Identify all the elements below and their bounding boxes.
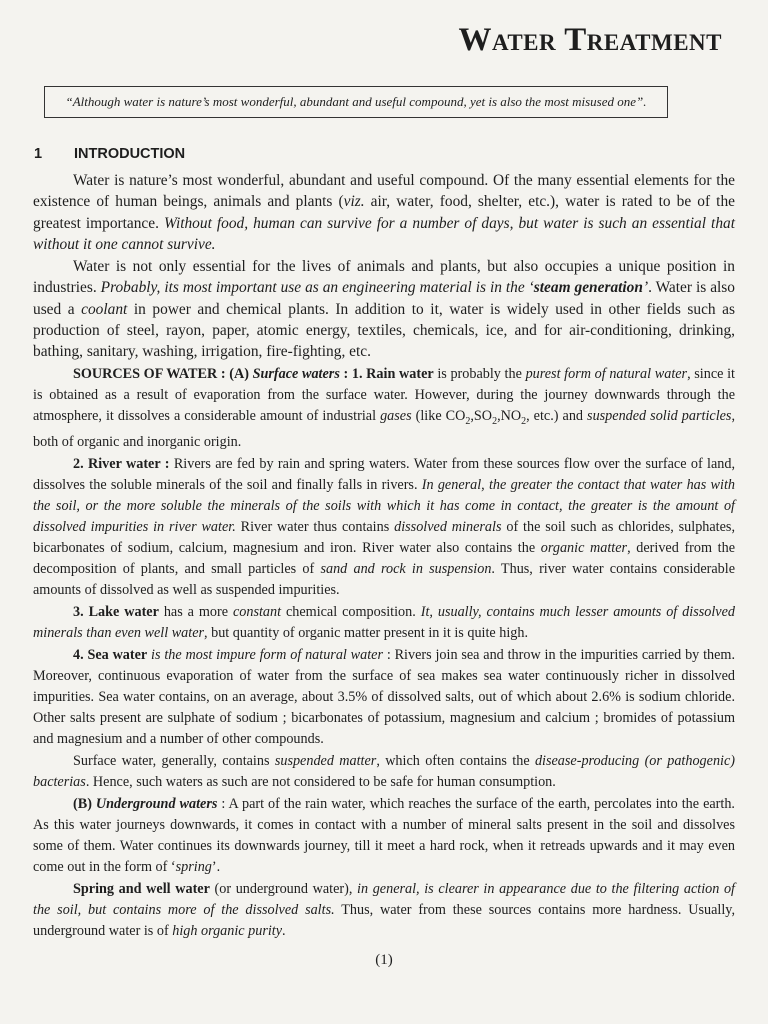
subscript: 2 <box>465 415 471 427</box>
text-run: viz. <box>343 193 365 211</box>
text-run: Surface waters <box>252 365 340 382</box>
text-run: sand and rock in suspension <box>320 560 492 577</box>
text-run: ,SO <box>470 407 493 424</box>
text-run: Surface water, generally, contains <box>73 752 275 769</box>
epigraph-quote: “Although water is nature’s most wonderful, abundant and useful compound, yet is also the most misused one”. <box>44 86 668 118</box>
paragraph-2 <box>33 256 735 362</box>
paragraph-spring-well-water <box>33 879 735 942</box>
text-run: suspended matter <box>274 752 377 769</box>
text-run: Spring and well water <box>73 880 210 897</box>
text-run: , both of organic and inorganic origin. <box>33 407 736 450</box>
text-run: . <box>282 922 286 939</box>
text-run: : Rivers join sea and throw in the impurities carried by them. Moreover, continuous evaporation of water from the surface of sea makes sea water continuously richer in dissolved impurities. Sea water contains, on an average, about 3.5% of dissolved salts, out of which about 2.6% is sodium chloride. Other salts present are sulphate of sodium ; bicarbonates of potassium, magnesium and calcium ; bromides of potassium and magnesium and a number of other compounds. <box>33 646 736 747</box>
text-run: high organic purity <box>172 922 283 939</box>
text-run: is the most impure form of natural water <box>147 646 384 663</box>
text-run: Rivers are fed by rain and spring waters. Water from these sources flow over the surface of land, dissolves the soluble minerals of the soil and finally falls in rivers. <box>33 455 736 493</box>
text-run: SOURCES OF WATER : (A) <box>73 365 253 382</box>
text-run: ’ <box>642 279 649 297</box>
text-run: disease-producing (or pathogenic) bacterias <box>33 752 736 790</box>
text-run: Probably, its most important use as an engineering material is in the ‘ <box>100 279 534 297</box>
text-run: dissolved minerals <box>394 518 502 535</box>
paragraph-sea-water <box>33 645 735 750</box>
paragraph-underground-waters <box>33 794 735 878</box>
paragraph-surface-water <box>33 751 735 793</box>
text-run: In general, the greater the contact that water has with the soil, or the more soluble the minerals of the soils with which it has come in contact, the greater is the amount of dissolved impurities in river water. <box>33 476 735 535</box>
text-run: . Water is also used a <box>33 279 735 318</box>
text-run: (or underground water), <box>209 880 358 897</box>
text-run: ,NO <box>497 407 522 424</box>
text-run: Water is nature’s most wonderful, abundant and useful compound. Of the many essential elements for the existence of human beings, animals and plants ( <box>33 172 735 211</box>
text-run: , which often contains the <box>376 752 535 769</box>
text-run: Water is not only essential for the lives of animals and plants, but also occupies a unique position in industries. <box>33 258 735 297</box>
text-run: chemical composition. <box>281 603 421 620</box>
section-heading <box>34 146 185 162</box>
text-run: (B) <box>73 795 96 812</box>
text-run: . Hence, such waters as such are not considered to be safe for human consumption. <box>85 773 556 790</box>
paragraph-1 <box>33 170 735 255</box>
text-run: : A part of the rain water, which reaches the surface of the earth, percolates into the earth. As this water journeys downwards, it comes in contact with a number of mineral salts present in the soil and dissolves some of them. Water continues its downwards journey, till it meet a hard rock, when it retreads upwards and it may even come out in the form of ‘ <box>33 795 735 875</box>
text-run: , derived from the decomposition of plants, and small particles of <box>33 539 736 577</box>
text-run: in power and chemical plants. In addition to it, water is widely used in other fields such as production of steel, rayon, paper, atomic energy, textiles, chemicals, ice, and for air-conditioning, drinking, bathing, sanitary, washing, irrigation, fire-fighting, etc. <box>33 300 735 361</box>
text-run: has a more <box>158 603 233 620</box>
text-run: gases <box>380 407 412 424</box>
text-run: , etc.) and <box>526 407 588 424</box>
text-run: air, water, food, shelter, etc.), water is rated to be of the greatest importance. <box>33 193 735 232</box>
text-run: constant <box>232 603 282 620</box>
page-number: (1) <box>375 952 393 968</box>
section-number: 1 <box>34 146 43 162</box>
text-run: Without food, human can survive for a number of days, but water is such an essential that without it one cannot survive. <box>33 214 735 253</box>
text-run: ’. <box>211 858 221 875</box>
text-run: River water thus contains <box>235 518 395 535</box>
text-run: of the soil such as chlorides, sulphates, bicarbonates of sodium, calcium, magnesium and iron. River water also contains the <box>33 518 735 556</box>
paragraph-lake-water <box>33 602 735 644</box>
section-title: INTRODUCTION <box>74 146 186 162</box>
text-run: : 1. Rain water <box>339 365 434 382</box>
text-run: steam generation <box>533 279 643 297</box>
text-run: purest form of natural water <box>525 365 688 382</box>
text-run: Underground waters <box>95 795 218 812</box>
text-run: (like CO <box>411 407 466 424</box>
text-run: is probably the <box>433 365 526 382</box>
paragraph-sources <box>33 364 735 453</box>
text-run: , since it is obtained as a result of evaporation from the surface water. However, during the journey downwards through the atmosphere, it dissolves a considerable amount of industrial <box>33 365 735 424</box>
text-run: Thus, water from these sources contains more hardness. Usually, underground water is of <box>33 901 735 939</box>
subscript: 2 <box>492 415 498 427</box>
text-run: 3. Lake water <box>73 603 159 620</box>
text-run: in general, is clearer in appearance due to the filtering action of the soil, but contains more of the dissolved salts. <box>33 880 735 918</box>
body-text <box>33 170 735 942</box>
text-run: . Thus, river water contains considerable amounts of dissolved as well as suspended impurities. <box>33 560 736 598</box>
subscript: 2 <box>521 415 527 427</box>
text-run: spring <box>175 858 212 875</box>
text-run: 2. River water : <box>73 455 170 472</box>
text-run: It, usually, contains much lesser amounts of dissolved minerals than even well water <box>33 603 735 641</box>
text-run: coolant <box>81 300 128 318</box>
text-run: 4. Sea water <box>73 646 148 663</box>
text-run: organic matter <box>540 539 628 556</box>
text-run: , but quantity of organic matter present in it is quite high. <box>204 624 529 641</box>
paragraph-river-water <box>33 454 735 601</box>
text-run: suspended solid particles <box>587 407 732 424</box>
page-title: Water Treatment <box>458 22 722 58</box>
